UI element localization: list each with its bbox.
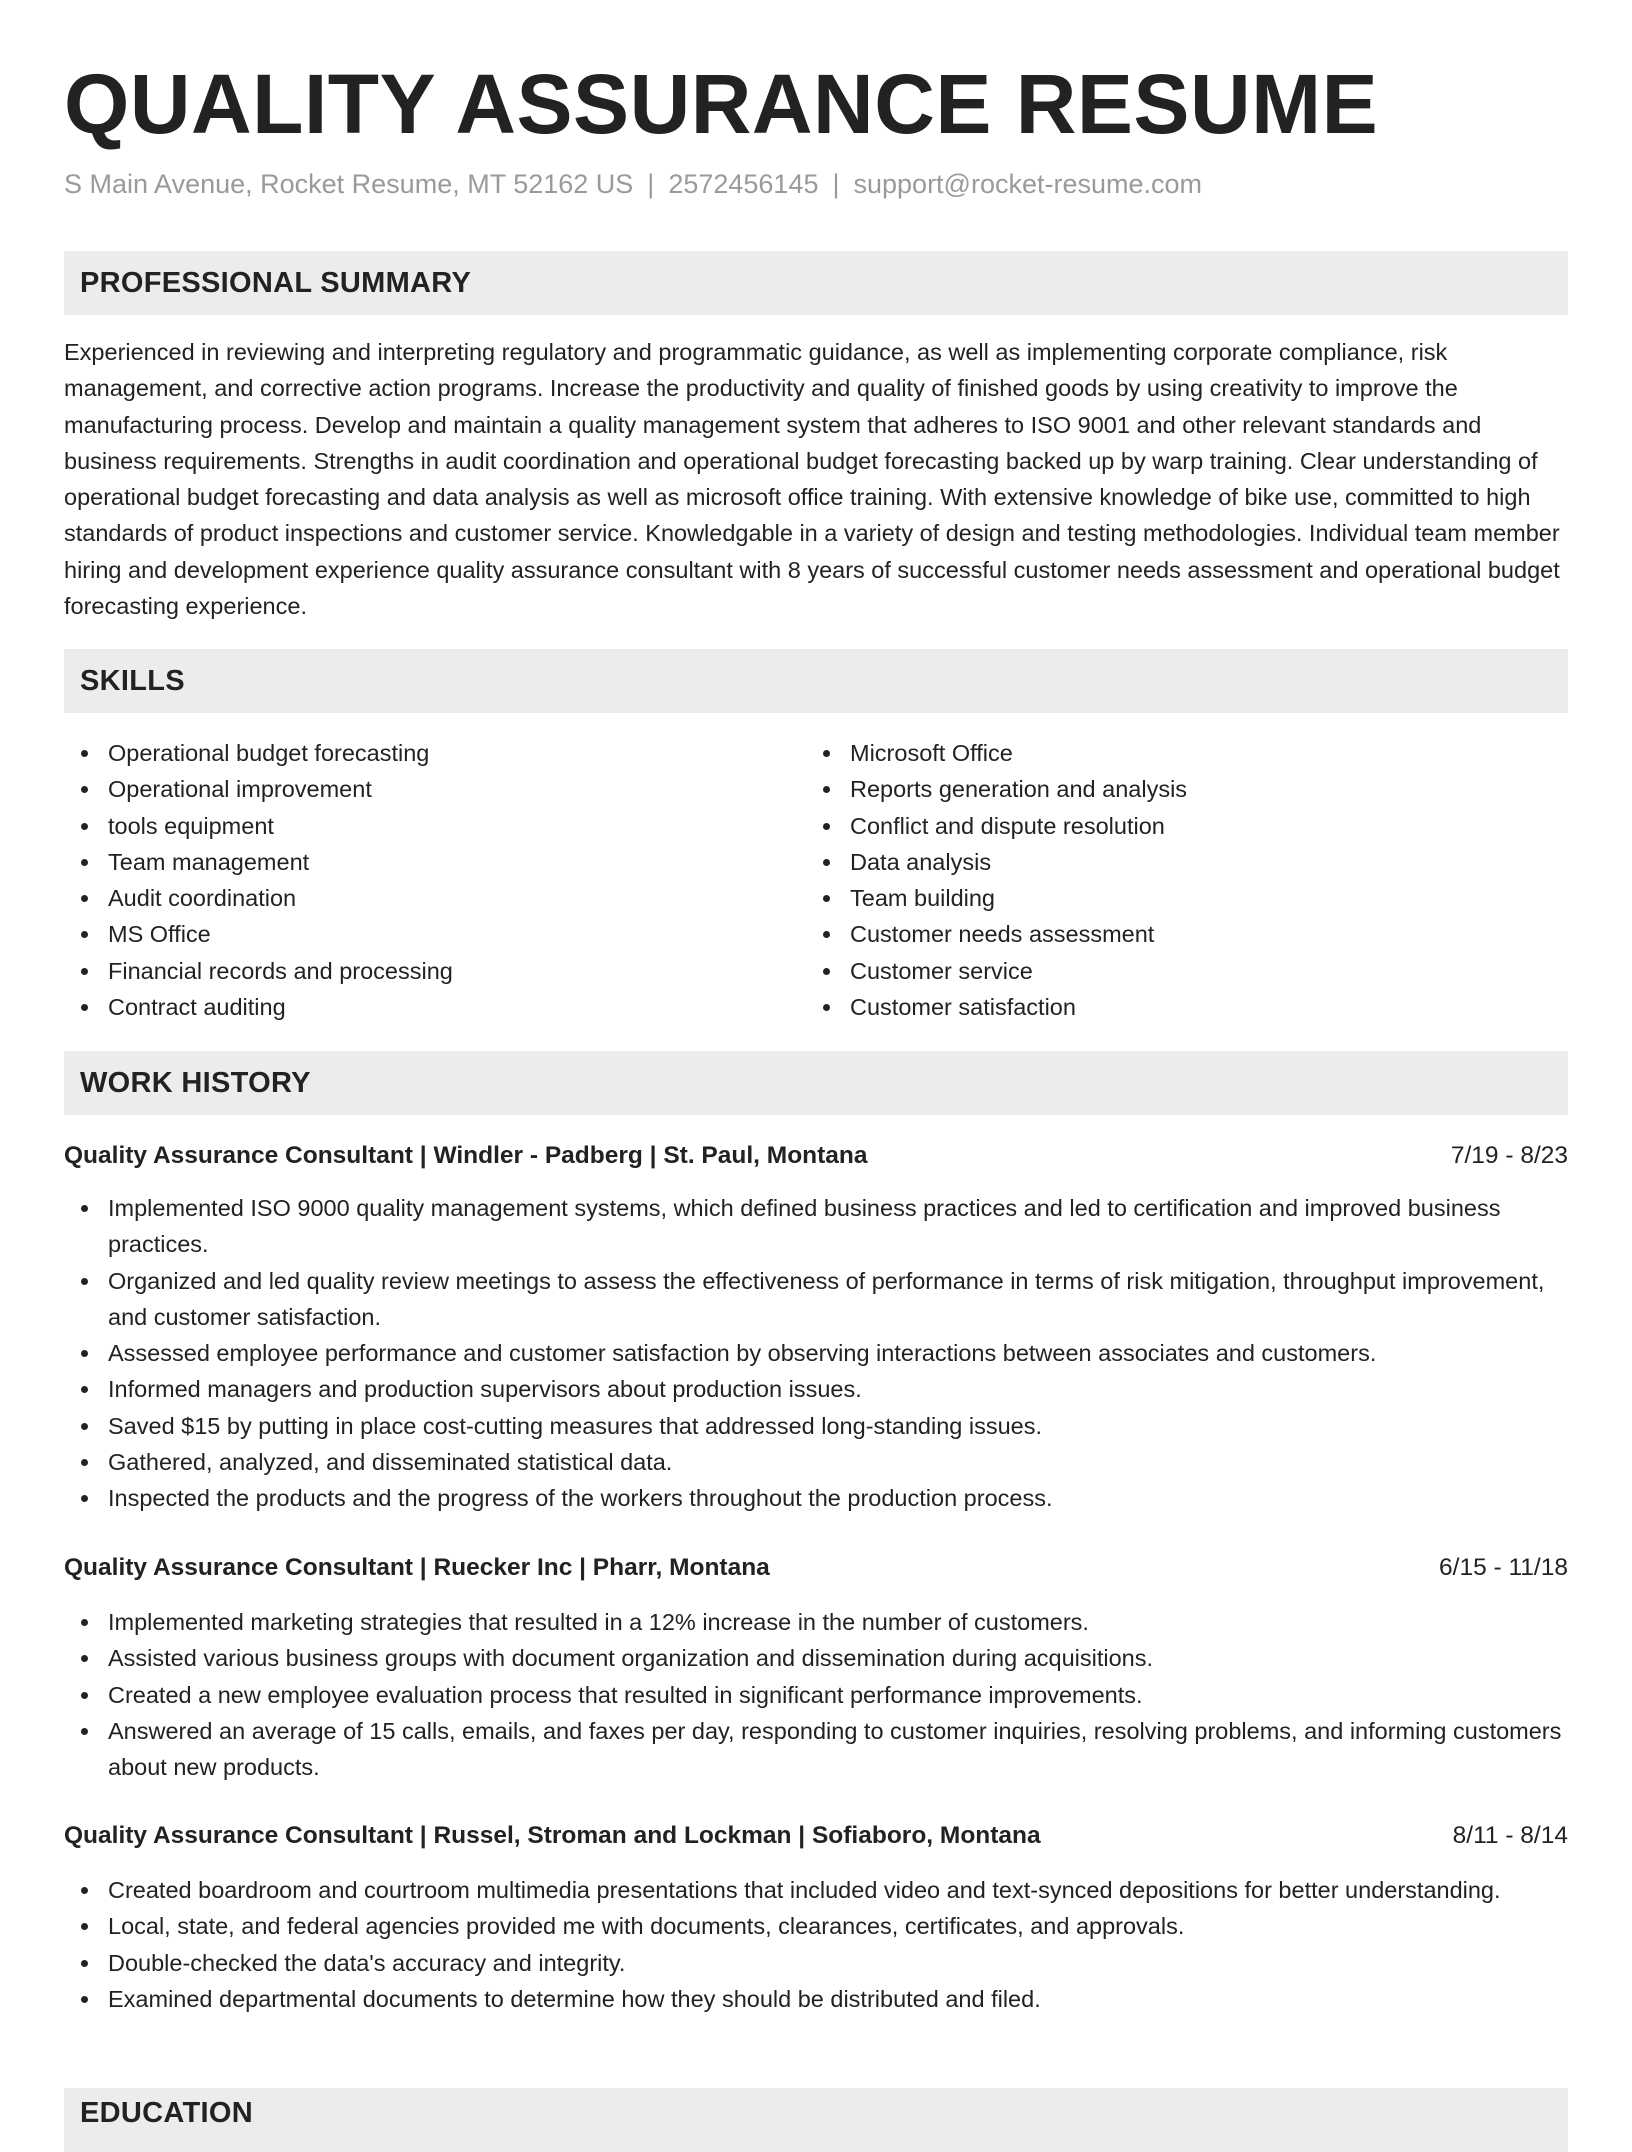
- job-title: Quality Assurance Consultant | Ruecker Inc | Pharr, Montana: [64, 1554, 770, 1581]
- skill-item: Financial records and processing: [64, 953, 764, 989]
- job-dates: 8/11 - 8/14: [1452, 1822, 1568, 1849]
- job-title: Quality Assurance Consultant | Windler - Padberg | St. Paul, Montana: [64, 1142, 868, 1169]
- education-heading: EDUCATION: [80, 2097, 253, 2129]
- job-bullet: Local, state, and federal agencies provided me with documents, clearances, certificates, and approvals.: [64, 1908, 1568, 1944]
- job-bullet: Gathered, analyzed, and disseminated statistical data.: [64, 1444, 1568, 1480]
- job-header: [64, 1550, 1568, 1586]
- job-header: [64, 1818, 1568, 1854]
- job-bullet: Examined departmental documents to determine how they should be distributed and filed.: [64, 1981, 1568, 2017]
- job-bullets: [64, 1604, 1568, 1785]
- skill-item: tools equipment: [64, 808, 764, 844]
- skills-section-header: [64, 649, 1568, 713]
- job-bullet: Implemented ISO 9000 quality management systems, which defined business practices and led to certification and improved business practices.: [64, 1190, 1568, 1263]
- work-heading: WORK HISTORY: [80, 1066, 311, 1099]
- contact-separator: |: [647, 169, 655, 199]
- skill-item: MS Office: [64, 916, 764, 952]
- job-bullet: Double-checked the data's accuracy and integrity.: [64, 1945, 1568, 1981]
- skill-item: Data analysis: [806, 844, 1506, 880]
- skill-item: Conflict and dispute resolution: [806, 808, 1506, 844]
- skill-item: Operational budget forecasting: [64, 735, 764, 771]
- job-bullet: Created a new employee evaluation process that resulted in significant performance improvements.: [64, 1677, 1568, 1713]
- job-bullet: Assisted various business groups with document organization and dissemination during acquisitions.: [64, 1640, 1568, 1676]
- skill-item: Customer service: [806, 953, 1506, 989]
- skill-item: Contract auditing: [64, 989, 764, 1025]
- skill-item: Customer satisfaction: [806, 989, 1506, 1025]
- skills-heading: SKILLS: [80, 664, 185, 697]
- job-bullet: Organized and led quality review meetings to assess the effectiveness of performance in terms of risk mitigation, throughput improvement, and customer satisfaction.: [64, 1263, 1568, 1336]
- summary-section-header: [64, 251, 1568, 315]
- summary-heading: PROFESSIONAL SUMMARY: [80, 266, 472, 299]
- contact-line: [64, 166, 1202, 202]
- skill-item: Team management: [64, 844, 764, 880]
- contact-phone: 2572456145: [668, 169, 819, 199]
- job-header: [64, 1138, 1568, 1174]
- job-bullets: [64, 1190, 1568, 1517]
- work-section-header: [64, 1051, 1568, 1115]
- job-bullet: Created boardroom and courtroom multimedia presentations that included video and text-synced depositions for better understanding.: [64, 1872, 1568, 1908]
- job-bullets: [64, 1872, 1568, 2017]
- job-bullet: Saved $15 by putting in place cost-cutting measures that addressed long-standing issues.: [64, 1408, 1568, 1444]
- skill-item: Reports generation and analysis: [806, 771, 1506, 807]
- skill-item: Audit coordination: [64, 880, 764, 916]
- job-bullet: Informed managers and production supervisors about production issues.: [64, 1371, 1568, 1407]
- education-section-header: [64, 2088, 1568, 2152]
- job-bullet: Assessed employee performance and customer satisfaction by observing interactions between associates and customers.: [64, 1335, 1568, 1371]
- contact-email: support@rocket-resume.com: [853, 169, 1203, 199]
- resume-title: QUALITY ASSURANCE RESUME: [64, 57, 1379, 151]
- contact-address: S Main Avenue, Rocket Resume, MT 52162 US: [64, 169, 634, 199]
- job-bullet: Answered an average of 15 calls, emails, and faxes per day, responding to customer inquiries, resolving problems, and informing customers about new products.: [64, 1713, 1568, 1786]
- job-dates: 6/15 - 11/18: [1439, 1554, 1568, 1581]
- job-bullet: Implemented marketing strategies that resulted in a 12% increase in the number of customers.: [64, 1604, 1568, 1640]
- contact-separator: |: [832, 169, 840, 199]
- job-title: Quality Assurance Consultant | Russel, Stroman and Lockman | Sofiaboro, Montana: [64, 1822, 1041, 1849]
- job-dates: 7/19 - 8/23: [1450, 1142, 1568, 1169]
- skill-item: Customer needs assessment: [806, 916, 1506, 952]
- skill-item: Microsoft Office: [806, 735, 1506, 771]
- skills-list-right: [806, 735, 1506, 1025]
- summary-text: Experienced in reviewing and interpreting regulatory and programmatic guidance, as well as implementing corporate compliance, risk management, and corrective action programs. Increase the productivity and quality of finished goods by using creativity to improve the manufacturing process. Develop and maintain a quality management system that adheres to ISO 9001 and other relevant standards and business requirements. Strengths in audit coordination and operational budget forecasting backed up by warp training. Clear understanding of operational budget forecasting and data analysis as well as microsoft office training. With extensive knowledge of bike use, committed to high standards of product inspections and customer service. Knowledgable in a variety of design and testing methodologies. Individual team member hiring and development experience quality assurance consultant with 8 years of successful customer needs assessment and operational budget forecasting experience.: [64, 339, 1560, 620]
- skills-list-left: [64, 735, 764, 1025]
- job-bullet: Inspected the products and the progress of the workers throughout the production process.: [64, 1480, 1568, 1516]
- skill-item: Team building: [806, 880, 1506, 916]
- skill-item: Operational improvement: [64, 771, 764, 807]
